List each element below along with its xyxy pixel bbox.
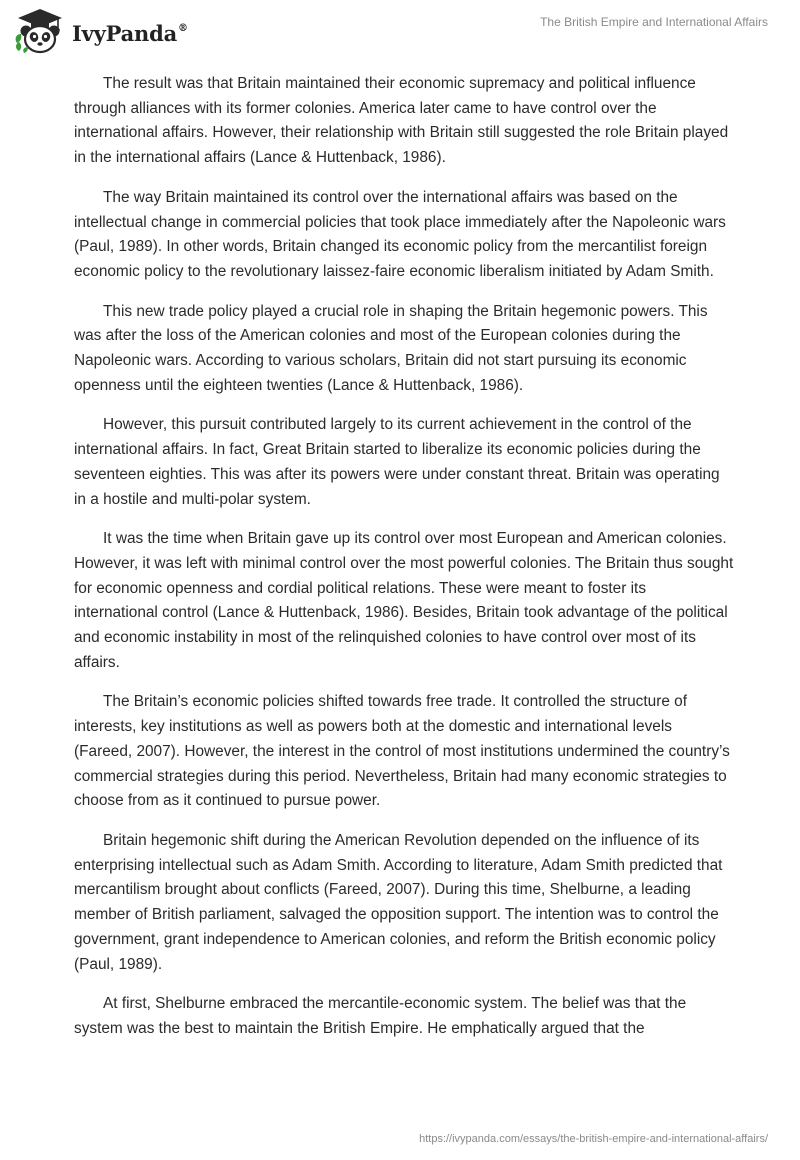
essay-body — [74, 72, 734, 1057]
paragraph: The result was that Britain maintained their economic supremacy and political influence through alliances with its former colonies. America later came to have control over the international affairs. However, their relationship with Britain still suggested the role Britain played in the international affairs (Lance & Huttenback, 1986). — [74, 75, 729, 167]
registered-mark: ® — [178, 22, 188, 34]
document-title: The British Empire and International Affairs — [540, 15, 768, 29]
panda-graduation-cap-icon — [14, 7, 66, 55]
paragraph: The Britain’s economic policies shifted towards free trade. It controlled the structure of interests, key institutions as well as powers both at the domestic and international levels (Fareed, 2007). However, the interest in the control of most institutions undermined the country’s commercial strategies during this period. Nevertheless, Britain had many economic strategies to choose from as it continued to pursue power. — [74, 693, 730, 810]
paragraph: This new trade policy played a crucial role in shaping the Britain hegemonic powers. This was after the loss of the American colonies and most of the European colonies during the Napoleonic wars. According to various scholars, Britain did not start pursuing its economic openness until the eighteen twenties (Lance & Huttenback, 1986). — [74, 302, 708, 394]
page-header — [0, 0, 800, 60]
paragraph: Britain hegemonic shift during the American Revolution depended on the influence of its enterprising intellectual such as Adam Smith. According to literature, Adam Smith predicted that mercantilism brought about conflicts (Fareed, 2007). During this time, Shelburne, a leading member of British parliament, salvaged the opposition support. The intention was to control the government, grant independence to American colonies, and reform the British economic policy (Paul, 1989). — [74, 831, 723, 973]
paragraph: At first, Shelburne embraced the mercantile-economic system. The belief was that the system was the best to maintain the British Empire. He emphatically argued that the — [74, 995, 687, 1037]
paragraph: However, this pursuit contributed largely to its current achievement in the control of the international affairs. In fact, Great Britain started to liberalize its economic policies during the seventeen eighties. This was after its powers were under constant threat. Britain was operating in a hostile and multi-polar system. — [74, 416, 720, 508]
paragraph: The way Britain maintained its control over the international affairs was based on the intellectual change in commercial policies that took place immediately after the Napoleonic wars (Paul, 1989). In other words, Britain changed its economic policy from the mercantilist foreign economic policy to the revolutionary laissez-faire economic liberalism initiated by Adam Smith. — [74, 188, 726, 280]
source-url[interactable]: https://ivypanda.com/essays/the-british-empire-and-international-affairs/ — [419, 1133, 768, 1145]
brand-name: IvyPanda® — [72, 20, 188, 46]
ivypanda-logo[interactable] — [14, 7, 188, 55]
paragraph: It was the time when Britain gave up its control over most European and American colonies. However, it was left with minimal control over the most powerful colonies. The Britain thus sought for economic openness and cordial political relations. These were meant to foster its international control (Lance & Huttenback, 1986). Besides, Britain took advantage of the political and economic instability in most of the relinquished colonies to have control over most of its affairs. — [74, 530, 734, 671]
